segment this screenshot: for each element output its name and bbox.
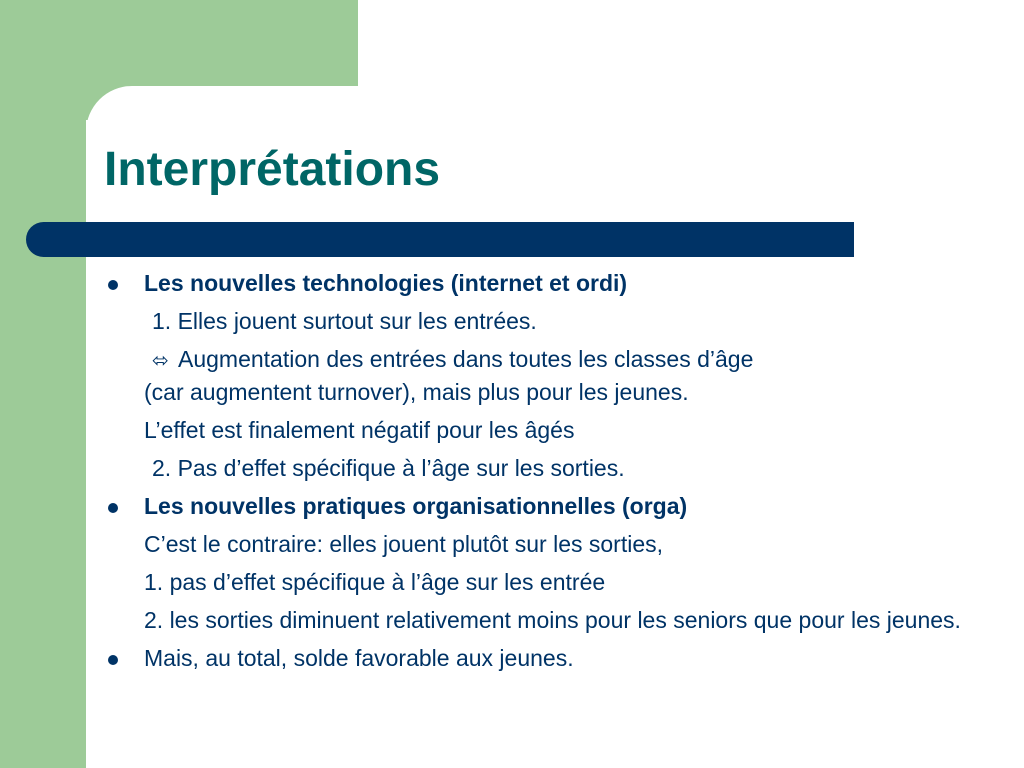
bullet-text: Les nouvelles pratiques organisationnelles (orga) — [144, 493, 688, 519]
text-line — [104, 306, 964, 337]
bullet-text: Les nouvelles technologies (internet et ordi) — [144, 270, 628, 296]
text-line — [104, 415, 964, 446]
left-right-arrow-icon: ⬄ — [152, 350, 169, 372]
line-text: 2. les sorties diminuent relativement moins pour les seniors que pour les jeunes. — [144, 607, 961, 633]
line-text: (car augmentent turnover), mais plus pour les jeunes. — [144, 379, 689, 405]
text-line — [104, 377, 964, 408]
bullet-item-conclusion — [104, 643, 964, 674]
title-underline-bar — [26, 222, 854, 257]
line-text: 1. Elles jouent surtout sur les entrées. — [152, 308, 537, 334]
line-text: C’est le contraire: elles jouent plutôt sur les sorties, — [144, 531, 664, 557]
bullet-dot-icon — [108, 503, 118, 513]
bullet-text: Mais, au total, solde favorable aux jeunes. — [144, 645, 574, 671]
text-line — [104, 605, 964, 636]
bullet-item-technologies — [104, 268, 964, 299]
bullet-dot-icon — [108, 655, 118, 665]
text-line — [104, 453, 964, 484]
text-line — [104, 567, 964, 598]
bullet-dot-icon — [108, 280, 118, 290]
slide-content — [104, 268, 964, 681]
bullet-item-organisation — [104, 491, 964, 522]
text-line — [104, 344, 964, 377]
decorative-green-left-strip — [0, 0, 86, 768]
line-text: 2. Pas d’effet spécifique à l’âge sur les sorties. — [152, 455, 625, 481]
slide-title: Interprétations — [104, 143, 441, 196]
line-text: L’effet est finalement négatif pour les âgés — [144, 417, 575, 443]
text-line — [104, 529, 964, 560]
line-text: 1. pas d’effet spécifique à l’âge sur les entrée — [144, 569, 606, 595]
line-text: Augmentation des entrées dans toutes les classes d’âge — [178, 346, 754, 372]
